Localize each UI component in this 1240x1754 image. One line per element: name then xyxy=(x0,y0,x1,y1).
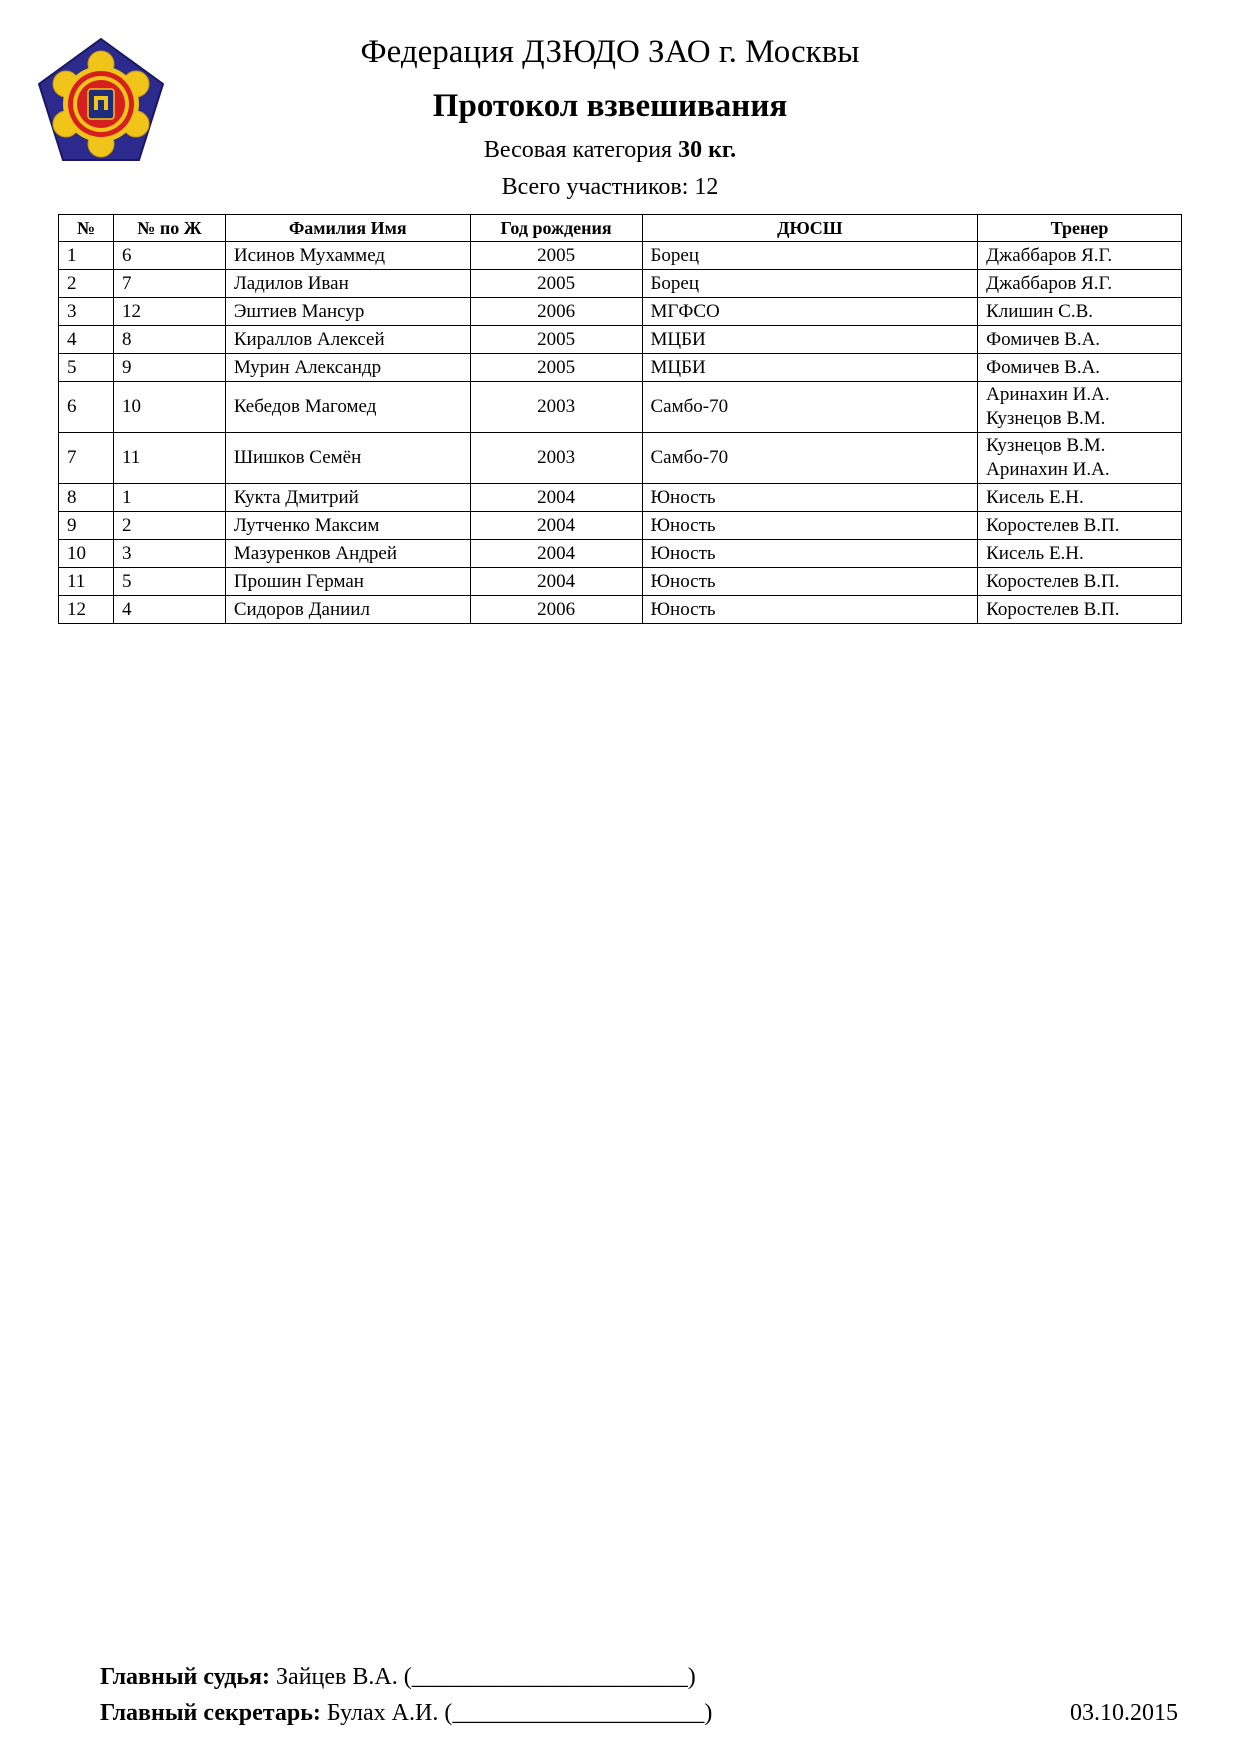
table-row xyxy=(59,270,1182,298)
cell-draw-number: 3 xyxy=(113,540,225,568)
page-title: Протокол взвешивания xyxy=(432,88,788,124)
cell-number: 3 xyxy=(59,298,114,326)
coach-name: Джаббаров Я.Г. xyxy=(986,272,1113,294)
cell-draw-number: 2 xyxy=(113,512,225,540)
table-row xyxy=(59,484,1182,512)
table-row xyxy=(59,242,1182,270)
weigh-in-table xyxy=(58,214,1182,624)
organization-name: Федерация ДЗЮДО ЗАО г. Москвы xyxy=(360,34,860,70)
column-header-name: Фамилия Имя xyxy=(225,215,470,242)
cell-name: Шишков Семён xyxy=(225,433,470,484)
cell-name: Сидоров Даниил xyxy=(225,596,470,624)
cell-school: Юность xyxy=(642,540,978,568)
chief-judge-label: Главный судья: xyxy=(100,1664,271,1690)
cell-school: Самбо-70 xyxy=(642,433,978,484)
cell-school: Борец xyxy=(642,242,978,270)
cell-number: 9 xyxy=(59,512,114,540)
cell-school: Юность xyxy=(642,596,978,624)
cell-draw-number: 11 xyxy=(113,433,225,484)
cell-birth-year: 2004 xyxy=(470,540,642,568)
cell-birth-year: 2004 xyxy=(470,568,642,596)
weight-category-value: 30 кг. xyxy=(678,137,737,163)
cell-coach xyxy=(978,540,1182,568)
table-header-row xyxy=(59,215,1182,242)
cell-name: Ладилов Иван xyxy=(225,270,470,298)
cell-draw-number: 5 xyxy=(113,568,225,596)
cell-number: 2 xyxy=(59,270,114,298)
cell-birth-year: 2003 xyxy=(470,433,642,484)
cell-coach xyxy=(978,270,1182,298)
coach-name: Коростелев В.П. xyxy=(986,514,1120,536)
coach-name: Фомичев В.А. xyxy=(986,328,1101,350)
coach-name: Коростелев В.П. xyxy=(986,570,1120,592)
cell-name: Кебедов Магомед xyxy=(225,382,470,433)
chief-secretary-value: Булах А.И. (_____________________) xyxy=(326,1700,713,1726)
cell-name: Мурин Александр xyxy=(225,354,470,382)
table-row xyxy=(59,433,1182,484)
cell-number: 1 xyxy=(59,242,114,270)
cell-coach xyxy=(978,568,1182,596)
cell-school: Юность xyxy=(642,512,978,540)
cell-coach xyxy=(978,433,1182,484)
cell-draw-number: 8 xyxy=(113,326,225,354)
table-row xyxy=(59,568,1182,596)
cell-school: Юность xyxy=(642,484,978,512)
coach-name: Кисель Е.Н. xyxy=(986,542,1084,564)
cell-name: Лутченко Максим xyxy=(225,512,470,540)
chief-secretary xyxy=(100,1700,712,1727)
cell-name: Мазуренков Андрей xyxy=(225,540,470,568)
table-row xyxy=(59,382,1182,433)
cell-birth-year: 2005 xyxy=(470,326,642,354)
cell-number: 8 xyxy=(59,484,114,512)
cell-draw-number: 1 xyxy=(113,484,225,512)
cell-name: Эштиев Мансур xyxy=(225,298,470,326)
cell-name: Кираллов Алексей xyxy=(225,326,470,354)
cell-draw-number: 4 xyxy=(113,596,225,624)
column-header-coach: Тренер xyxy=(978,215,1182,242)
cell-coach xyxy=(978,596,1182,624)
coach-name: Коростелев В.П. xyxy=(986,598,1120,620)
cell-school: Борец xyxy=(642,270,978,298)
cell-number: 4 xyxy=(59,326,114,354)
weight-category-label: Весовая категория xyxy=(483,137,673,163)
participants-total-label: Всего участников: xyxy=(501,174,689,200)
participants-total-value: 12 xyxy=(694,174,719,200)
cell-birth-year: 2005 xyxy=(470,242,642,270)
cell-draw-number: 9 xyxy=(113,354,225,382)
cell-birth-year: 2006 xyxy=(470,596,642,624)
cell-number: 7 xyxy=(59,433,114,484)
federation-emblem-icon xyxy=(36,36,166,166)
weight-category xyxy=(200,137,1020,164)
cell-draw-number: 6 xyxy=(113,242,225,270)
cell-draw-number: 10 xyxy=(113,382,225,433)
cell-coach xyxy=(978,326,1182,354)
column-header-draw-number: № по Ж xyxy=(113,215,225,242)
table-row xyxy=(59,540,1182,568)
cell-school: МЦБИ xyxy=(642,354,978,382)
cell-birth-year: 2006 xyxy=(470,298,642,326)
chief-secretary-label: Главный секретарь: xyxy=(100,1700,321,1726)
cell-number: 6 xyxy=(59,382,114,433)
cell-name: Кукта Дмитрий xyxy=(225,484,470,512)
cell-birth-year: 2005 xyxy=(470,270,642,298)
coach-name: Джаббаров Я.Г. xyxy=(986,244,1113,266)
table-row xyxy=(59,326,1182,354)
cell-name: Исинов Мухаммед xyxy=(225,242,470,270)
cell-number: 11 xyxy=(59,568,114,596)
coach-name: Аринахин И.А. xyxy=(986,459,1110,480)
cell-draw-number: 7 xyxy=(113,270,225,298)
coach-name: Аринахин И.А. xyxy=(986,384,1110,405)
chief-judge xyxy=(100,1664,696,1691)
cell-name: Прошин Герман xyxy=(225,568,470,596)
coach-name: Фомичев В.А. xyxy=(986,356,1101,378)
cell-coach xyxy=(978,484,1182,512)
chief-judge-value: Зайцев В.А. (_______________________) xyxy=(276,1664,696,1690)
cell-number: 12 xyxy=(59,596,114,624)
table-row xyxy=(59,354,1182,382)
cell-coach xyxy=(978,382,1182,433)
cell-school: МГФСО xyxy=(642,298,978,326)
document-date: 03.10.2015 xyxy=(1070,1700,1178,1726)
coach-name: Клишин С.В. xyxy=(986,300,1093,322)
coach-name: Кузнецов В.М. xyxy=(986,408,1106,429)
cell-birth-year: 2004 xyxy=(470,484,642,512)
cell-draw-number: 12 xyxy=(113,298,225,326)
column-header-birth-year: Год рождения xyxy=(470,215,642,242)
cell-number: 5 xyxy=(59,354,114,382)
cell-coach xyxy=(978,512,1182,540)
cell-number: 10 xyxy=(59,540,114,568)
table-row xyxy=(59,512,1182,540)
table-row xyxy=(59,596,1182,624)
column-header-number: № xyxy=(59,215,114,242)
cell-birth-year: 2004 xyxy=(470,512,642,540)
column-header-school: ДЮСШ xyxy=(642,215,978,242)
cell-birth-year: 2003 xyxy=(470,382,642,433)
cell-coach xyxy=(978,354,1182,382)
table-row xyxy=(59,298,1182,326)
cell-birth-year: 2005 xyxy=(470,354,642,382)
participants-total xyxy=(200,174,1020,201)
cell-coach xyxy=(978,298,1182,326)
cell-school: Юность xyxy=(642,568,978,596)
coach-name: Кисель Е.Н. xyxy=(986,486,1084,508)
cell-school: МЦБИ xyxy=(642,326,978,354)
coach-name: Кузнецов В.М. xyxy=(986,435,1106,456)
cell-school: Самбо-70 xyxy=(642,382,978,433)
cell-coach xyxy=(978,242,1182,270)
